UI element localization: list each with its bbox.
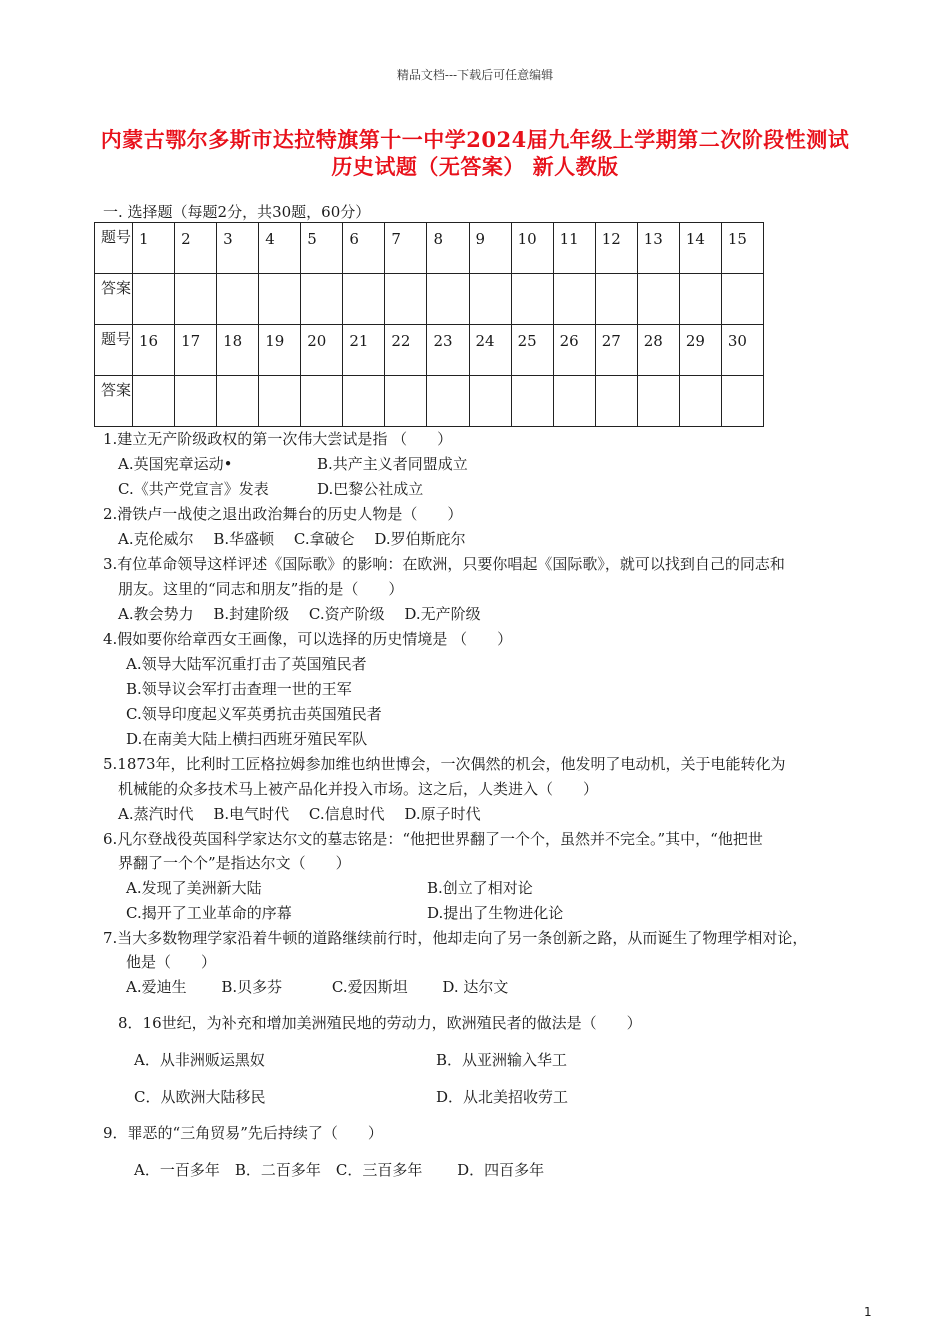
question-number-cell: 12 <box>595 223 637 274</box>
header-note: 精品文档---下载后可任意编辑 <box>396 68 554 82</box>
question-4-option-a: A.领导大陆军沉重打击了英国殖民者 <box>126 655 367 673</box>
question-number-cell: 21 <box>343 325 385 376</box>
answer-cell[interactable] <box>595 376 637 427</box>
answer-cell[interactable] <box>175 376 217 427</box>
answer-cell[interactable] <box>427 376 469 427</box>
question-8-option-a: A．从非洲贩运黑奴 <box>134 1051 265 1069</box>
row-label: 题号 <box>95 325 133 376</box>
answer-cell[interactable] <box>175 274 217 325</box>
answer-cell[interactable] <box>553 274 595 325</box>
table-row <box>95 325 764 376</box>
question-number-cell: 16 <box>133 325 175 376</box>
answer-cell[interactable] <box>553 376 595 427</box>
question-number-cell: 18 <box>217 325 259 376</box>
question-number-cell: 15 <box>721 223 763 274</box>
question-number-cell: 29 <box>679 325 721 376</box>
question-5-stem-cont: 机械能的众多技术马上被产品化并投入市场。这之后，人类进入（ ） <box>118 780 599 798</box>
answer-cell[interactable] <box>385 274 427 325</box>
question-6-option-c: C.揭开了工业革命的序幕 <box>126 904 292 922</box>
table-row <box>95 376 764 427</box>
answer-cell[interactable] <box>301 376 343 427</box>
question-2-options: A.克伦威尔 B.华盛顿 C.拿破仑 D.罗伯斯庇尔 <box>118 530 466 548</box>
question-7-stem: 7.当大多数物理学家沿着牛顿的道路继续前行时，他却走向了另一条创新之路，从而诞生了物理学相对论， <box>103 929 808 947</box>
question-5-options: A.蒸汽时代 B.电气时代 C.信息时代 D.原子时代 <box>118 805 481 823</box>
answer-cell[interactable] <box>133 274 175 325</box>
question-8-option-c: C．从欧洲大陆移民 <box>134 1088 266 1106</box>
row-label: 答案 <box>95 376 133 427</box>
answer-cell[interactable] <box>469 376 511 427</box>
page-number: 1 <box>864 1305 872 1319</box>
question-6-option-b: B.创立了相对论 <box>427 879 533 897</box>
answer-cell[interactable] <box>343 274 385 325</box>
document-title-line-2: 历史试题（无答案） 新人教版 <box>331 154 619 179</box>
question-number-cell: 10 <box>511 223 553 274</box>
answer-cell[interactable] <box>385 376 427 427</box>
question-3-stem: 3.有位革命领导这样评述《国际歌》的影响：在欧洲，只要你唱起《国际歌》，就可以找到自己的同志和 <box>103 555 785 573</box>
answer-cell[interactable] <box>679 376 721 427</box>
answer-cell[interactable] <box>469 274 511 325</box>
question-6-option-a: A.发现了美洲新大陆 <box>126 879 262 897</box>
question-number-cell: 28 <box>637 325 679 376</box>
table-row <box>95 223 764 274</box>
question-1-stem: 1.建立无产阶级政权的第一次伟大尝试是指 （ ） <box>103 430 453 448</box>
answer-cell[interactable] <box>259 274 301 325</box>
question-5-stem: 5.1873年，比利时工匠格拉姆参加维也纳世博会，一次偶然的机会，他发明了电动机，关于电能转化为 <box>103 755 786 773</box>
question-number-cell: 4 <box>259 223 301 274</box>
question-4-option-c: C.领导印度起义军英勇抗击英国殖民者 <box>126 705 382 723</box>
question-4-option-b: B.领导议会军打击查理一世的王军 <box>126 680 352 698</box>
question-number-cell: 9 <box>469 223 511 274</box>
question-4-stem: 4.假如要你给章西女王画像，可以选择的历史情境是 （ ） <box>103 630 513 648</box>
question-1-option-d: D.巴黎公社成立 <box>317 480 424 498</box>
question-9-stem: 9．罪恶的“三角贸易”先后持续了（ ） <box>103 1124 383 1142</box>
question-number-cell: 25 <box>511 325 553 376</box>
answer-cell[interactable] <box>511 376 553 427</box>
question-6-stem-cont: 界翻了一个个”是指达尔文（ ） <box>118 854 351 872</box>
section-heading: 一. 选择题（每题2分，共30题，60分） <box>103 203 371 221</box>
answer-cell[interactable] <box>637 376 679 427</box>
answer-cell[interactable] <box>679 274 721 325</box>
answer-cell[interactable] <box>133 376 175 427</box>
question-6-option-d: D.提出了生物进化论 <box>427 904 564 922</box>
question-number-cell: 26 <box>553 325 595 376</box>
question-4-option-d: D.在南美大陆上横扫西班牙殖民军队 <box>126 730 368 748</box>
question-number-cell: 8 <box>427 223 469 274</box>
question-number-cell: 6 <box>343 223 385 274</box>
question-9-options: A．一百多年 B．二百多年 C．三百多年 D．四百多年 <box>134 1161 545 1179</box>
question-number-cell: 11 <box>553 223 595 274</box>
answer-cell[interactable] <box>595 274 637 325</box>
question-number-cell: 5 <box>301 223 343 274</box>
question-1-option-a: A.英国宪章运动• <box>118 455 233 473</box>
question-8-option-b: B．从亚洲输入华工 <box>436 1051 568 1069</box>
question-8-stem: 8．16世纪，为补充和增加美洲殖民地的劳动力，欧洲殖民者的做法是（ ） <box>118 1014 642 1032</box>
question-number-cell: 13 <box>637 223 679 274</box>
answer-cell[interactable] <box>427 274 469 325</box>
answer-sheet-table <box>94 222 764 427</box>
answer-cell[interactable] <box>721 274 763 325</box>
question-number-cell: 2 <box>175 223 217 274</box>
answer-cell[interactable] <box>511 274 553 325</box>
question-number-cell: 30 <box>721 325 763 376</box>
question-2-stem: 2.滑铁卢一战使之退出政治舞台的历史人物是（ ） <box>103 505 463 523</box>
answer-cell[interactable] <box>637 274 679 325</box>
answer-cell[interactable] <box>217 376 259 427</box>
question-7-stem-cont: 他是（ ） <box>126 953 217 971</box>
question-7-options: A.爱迪生 B.贝多芬 C.爱因斯坦 D. 达尔文 <box>126 978 509 996</box>
question-number-cell: 1 <box>133 223 175 274</box>
question-6-stem: 6.凡尔登战役英国科学家达尔文的墓志铭是：“他把世界翻了一个个，虽然并不完全。”其中，“他把世 <box>103 830 763 848</box>
document-title-line-1: 内蒙古鄂尔多斯市达拉特旗第十一中学2024届九年级上学期第二次阶段性测试 <box>100 127 850 152</box>
row-label: 答案 <box>95 274 133 325</box>
question-number-cell: 17 <box>175 325 217 376</box>
question-1-option-b: B.共产主义者同盟成立 <box>317 455 468 473</box>
row-label: 题号 <box>95 223 133 274</box>
question-number-cell: 24 <box>469 325 511 376</box>
question-3-stem-cont: 朋友。这里的“同志和朋友”指的是（ ） <box>118 580 404 598</box>
question-8-option-d: D．从北美招收劳工 <box>436 1088 569 1106</box>
question-number-cell: 20 <box>301 325 343 376</box>
answer-cell[interactable] <box>259 376 301 427</box>
question-number-cell: 23 <box>427 325 469 376</box>
answer-cell[interactable] <box>301 274 343 325</box>
answer-cell[interactable] <box>721 376 763 427</box>
answer-cell[interactable] <box>217 274 259 325</box>
question-number-cell: 3 <box>217 223 259 274</box>
question-number-cell: 7 <box>385 223 427 274</box>
question-number-cell: 27 <box>595 325 637 376</box>
question-number-cell: 22 <box>385 325 427 376</box>
question-1-option-c: C.《共产党宣言》发表 <box>118 480 269 498</box>
table-row <box>95 274 764 325</box>
question-number-cell: 14 <box>679 223 721 274</box>
answer-cell[interactable] <box>343 376 385 427</box>
question-3-options: A.教会势力 B.封建阶级 C.资产阶级 D.无产阶级 <box>118 605 481 623</box>
question-number-cell: 19 <box>259 325 301 376</box>
